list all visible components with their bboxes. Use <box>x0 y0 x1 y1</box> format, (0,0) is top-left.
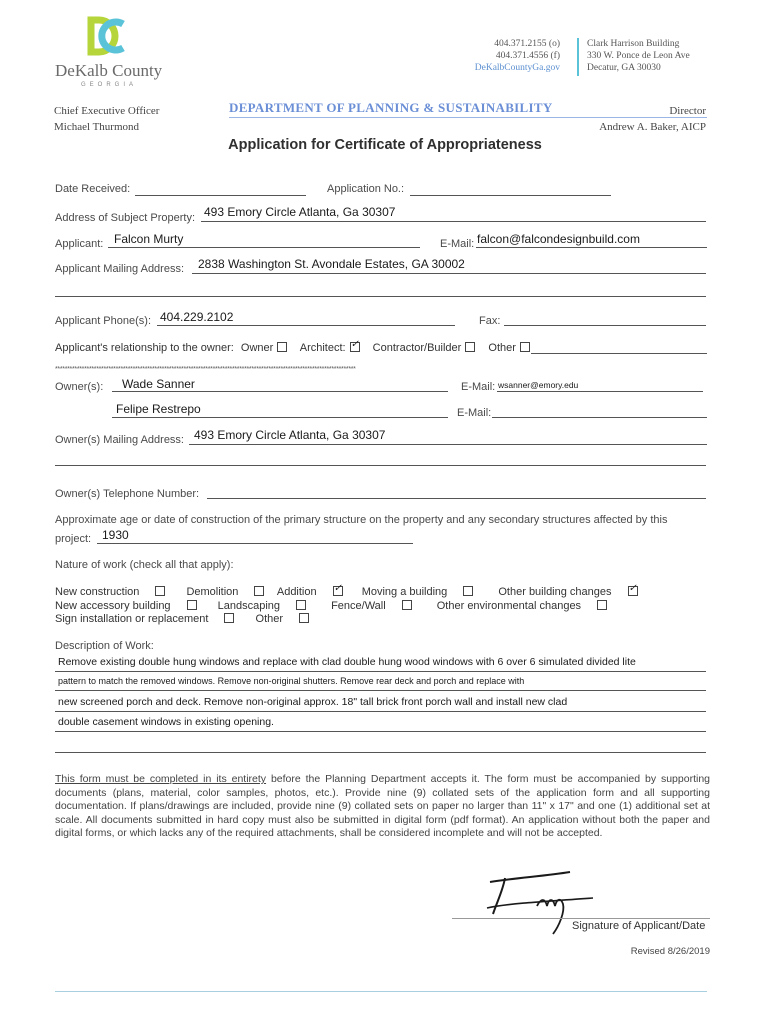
work-landscaping[interactable] <box>218 600 308 612</box>
description-line-2: pattern to match the removed windows. Remove non-original shutters. Remove rear deck and porch and replace with <box>58 676 525 686</box>
relationship-architect-checkbox[interactable] <box>350 342 360 352</box>
header-divider <box>577 38 579 76</box>
applicant-email-label: E-Mail: <box>440 238 475 250</box>
owner-1-email-label: E-Mail: <box>461 381 496 393</box>
ceo-name: Michael Thurmond <box>54 121 140 133</box>
relationship-owner-label: Owner <box>240 342 274 354</box>
signature-field[interactable] <box>452 918 710 919</box>
address-line-1: Clark Harrison Building <box>587 39 680 49</box>
signature-label: Signature of Applicant/Date <box>572 920 706 932</box>
address-line-3: Decatur, GA 30030 <box>587 63 661 73</box>
owner-mailing-field[interactable] <box>189 444 707 445</box>
owner-phone-field[interactable] <box>207 498 706 499</box>
owner-2-email-label: E-Mail: <box>457 407 492 419</box>
address-line-2: 330 W. Ponce de Leon Ave <box>587 51 690 61</box>
work-demolition-checkbox[interactable] <box>254 586 264 596</box>
owner-phone-label: Owner(s) Telephone Number: <box>55 488 200 500</box>
owner-mailing-field-line-2[interactable] <box>55 465 706 466</box>
mailing-address-label: Applicant Mailing Address: <box>55 263 185 275</box>
phone-fax: 404.371.4556 (f) <box>495 51 560 61</box>
age-field[interactable] <box>97 543 413 544</box>
mailing-address-field[interactable] <box>192 273 706 274</box>
work-demolition[interactable] <box>186 586 266 598</box>
work-new-construction-label: New construction <box>55 586 140 598</box>
date-received-label: Date Received: <box>55 183 131 195</box>
work-sign-installation-checkbox[interactable] <box>224 613 234 623</box>
application-no-label: Application No.: <box>327 183 405 195</box>
footer-rule <box>55 991 707 992</box>
phone-office: 404.371.2155 (o) <box>494 39 560 49</box>
ceo-title: Chief Executive Officer <box>54 105 160 117</box>
relationship-other[interactable] <box>488 342 532 354</box>
relationship-architect-label: Architect: <box>299 342 346 354</box>
applicant-label: Applicant: <box>55 238 104 250</box>
work-moving-building-label: Moving a building <box>361 586 448 598</box>
phone-label: Applicant Phone(s): <box>55 315 151 327</box>
section-separator: **************************************************************************************************************************** <box>55 366 356 373</box>
description-field-3[interactable] <box>55 711 706 712</box>
work-other-building-changes[interactable] <box>498 586 639 598</box>
owner-1-email-field[interactable] <box>497 391 703 392</box>
work-other-checkbox[interactable] <box>299 613 309 623</box>
fax-field[interactable] <box>504 325 706 326</box>
application-no-field[interactable] <box>410 195 611 196</box>
owner-mailing-value: 493 Emory Circle Atlanta, Ga 30307 <box>194 428 386 442</box>
relationship-contractor-label: Contractor/Builder <box>372 342 462 354</box>
address-block <box>587 38 690 74</box>
work-sign-installation-label: Sign installation or replacement <box>55 613 209 625</box>
work-other-environmental-label: Other environmental changes <box>436 600 582 612</box>
relationship-contractor-checkbox[interactable] <box>465 342 475 352</box>
logo-county-name: DeKalb County <box>55 61 163 80</box>
contact-block <box>460 38 560 74</box>
mailing-address-value: 2838 Washington St. Avondale Estates, GA 30002 <box>198 257 465 271</box>
mailing-address-field-line-2[interactable] <box>55 296 706 297</box>
work-other-building-changes-checkbox[interactable] <box>628 586 638 596</box>
description-line-3: new screened porch and deck. Remove non-original approx. 18" tall brick front porch wall and install new clad <box>58 696 568 708</box>
work-addition[interactable] <box>277 586 345 598</box>
logo-state-name: GEORGIA <box>81 82 138 88</box>
work-fence-wall-label: Fence/Wall <box>331 600 386 612</box>
applicant-email-value: falcon@falcondesignbuild.com <box>477 232 640 246</box>
work-moving-building[interactable] <box>362 586 476 598</box>
header-rule <box>229 117 707 118</box>
work-moving-building-checkbox[interactable] <box>463 586 473 596</box>
work-new-construction-checkbox[interactable] <box>155 586 165 596</box>
submission-notice-text: before the Planning Department accepts it. The form must be accompanied by supporting documents (plans, material, color samples, photos, etc.). Provide nine (9) collated sets of the application form and all supporting documentation. If plans/drawings are included, provide nine (9) collated sets on paper no larger than 11" x 17" and one (1) additional set at scale. All documents submitted in hard copy must also be submitted in digital form (pdf format). An application without both the paper and digital forms, or which lacks any of the required attachments, shall be considered incomplete and will not be accepted. <box>55 773 710 840</box>
form-title: Application for Certificate of Appropriateness <box>228 137 542 153</box>
owners-label: Owner(s): <box>55 381 104 393</box>
subject-address-value: 493 Emory Circle Atlanta, Ga 30307 <box>204 205 396 219</box>
applicant-value: Falcon Murty <box>114 232 184 246</box>
owner-mailing-label: Owner(s) Mailing Address: <box>55 434 184 446</box>
work-fence-wall-checkbox[interactable] <box>402 600 412 610</box>
work-row-2 <box>55 600 609 612</box>
relationship-owner[interactable] <box>241 342 289 354</box>
description-label: Description of Work: <box>55 640 154 652</box>
website-link[interactable]: DeKalbCountyGa.gov <box>474 63 560 73</box>
applicant-email-field[interactable] <box>476 247 707 248</box>
description-line-4: double casement windows in existing opening. <box>58 716 274 728</box>
relationship-owner-checkbox[interactable] <box>277 342 287 352</box>
work-new-construction[interactable] <box>55 586 167 598</box>
work-new-accessory[interactable] <box>55 600 199 612</box>
work-other[interactable] <box>256 613 312 625</box>
director-name: Andrew A. Baker, AICP <box>599 121 706 133</box>
owner-2-value: Felipe Restrepo <box>116 402 201 416</box>
owner-1-value: Wade Sanner <box>122 377 195 391</box>
relationship-contractor[interactable] <box>373 342 478 354</box>
date-received-field[interactable] <box>135 195 306 196</box>
work-row-1 <box>55 586 640 598</box>
work-addition-label: Addition <box>276 586 317 598</box>
director-title: Director <box>669 105 706 117</box>
subject-address-label: Address of Subject Property: <box>55 212 196 224</box>
owner-2-email-field[interactable] <box>492 417 707 418</box>
work-fence-wall[interactable] <box>331 600 414 612</box>
work-new-accessory-label: New accessory building <box>55 600 171 612</box>
work-other-label: Other <box>255 613 284 625</box>
owner-1-email-value: wsanner@emory.edu <box>498 380 579 390</box>
county-logo <box>55 16 165 88</box>
description-field-5[interactable] <box>55 752 706 753</box>
description-field-4[interactable] <box>55 731 706 732</box>
work-landscaping-label: Landscaping <box>217 600 281 612</box>
work-row-3 <box>55 613 311 625</box>
submission-notice-underlined: This form must be completed in its entirety <box>55 773 267 785</box>
revised-date: Revised 8/26/2019 <box>630 946 710 957</box>
fax-label: Fax: <box>479 315 501 327</box>
work-demolition-label: Demolition <box>186 586 239 598</box>
work-other-environmental-checkbox[interactable] <box>597 600 607 610</box>
relationship-other-label: Other <box>488 342 516 354</box>
relationship-row <box>55 342 532 354</box>
work-new-accessory-checkbox[interactable] <box>187 600 197 610</box>
subject-address-field[interactable] <box>201 221 706 222</box>
relationship-other-checkbox[interactable] <box>520 342 530 352</box>
age-label-line-2: project: <box>55 533 92 545</box>
age-label-line-1: Approximate age or date of construction of the primary structure on the property and any secondary structures affected by this <box>55 514 668 526</box>
description-field-1[interactable] <box>55 671 706 672</box>
owner-2-field[interactable] <box>112 417 448 418</box>
age-value: 1930 <box>102 528 129 542</box>
nature-of-work-label: Nature of work (check all that apply): <box>55 559 234 571</box>
applicant-field[interactable] <box>108 247 420 248</box>
work-sign-installation[interactable] <box>55 613 236 625</box>
description-field-2[interactable] <box>55 690 706 691</box>
relationship-other-field[interactable] <box>531 353 707 354</box>
dc-logo-icon <box>55 16 165 56</box>
relationship-label: Applicant's relationship to the owner: <box>55 342 234 354</box>
department-name: DEPARTMENT OF PLANNING & SUSTAINABILITY <box>229 100 553 115</box>
work-addition-checkbox[interactable] <box>333 586 343 596</box>
phone-field[interactable] <box>157 325 455 326</box>
owner-1-field[interactable] <box>112 391 448 392</box>
submission-notice <box>55 773 710 841</box>
work-landscaping-checkbox[interactable] <box>296 600 306 610</box>
work-other-environmental[interactable] <box>437 600 609 612</box>
work-other-building-changes-label: Other building changes <box>498 586 612 598</box>
relationship-architect[interactable] <box>300 342 362 354</box>
description-line-1: Remove existing double hung windows and replace with clad double hung wood windows with 6 over 6 simulated divided lite <box>58 656 636 668</box>
phone-value: 404.229.2102 <box>160 310 234 324</box>
